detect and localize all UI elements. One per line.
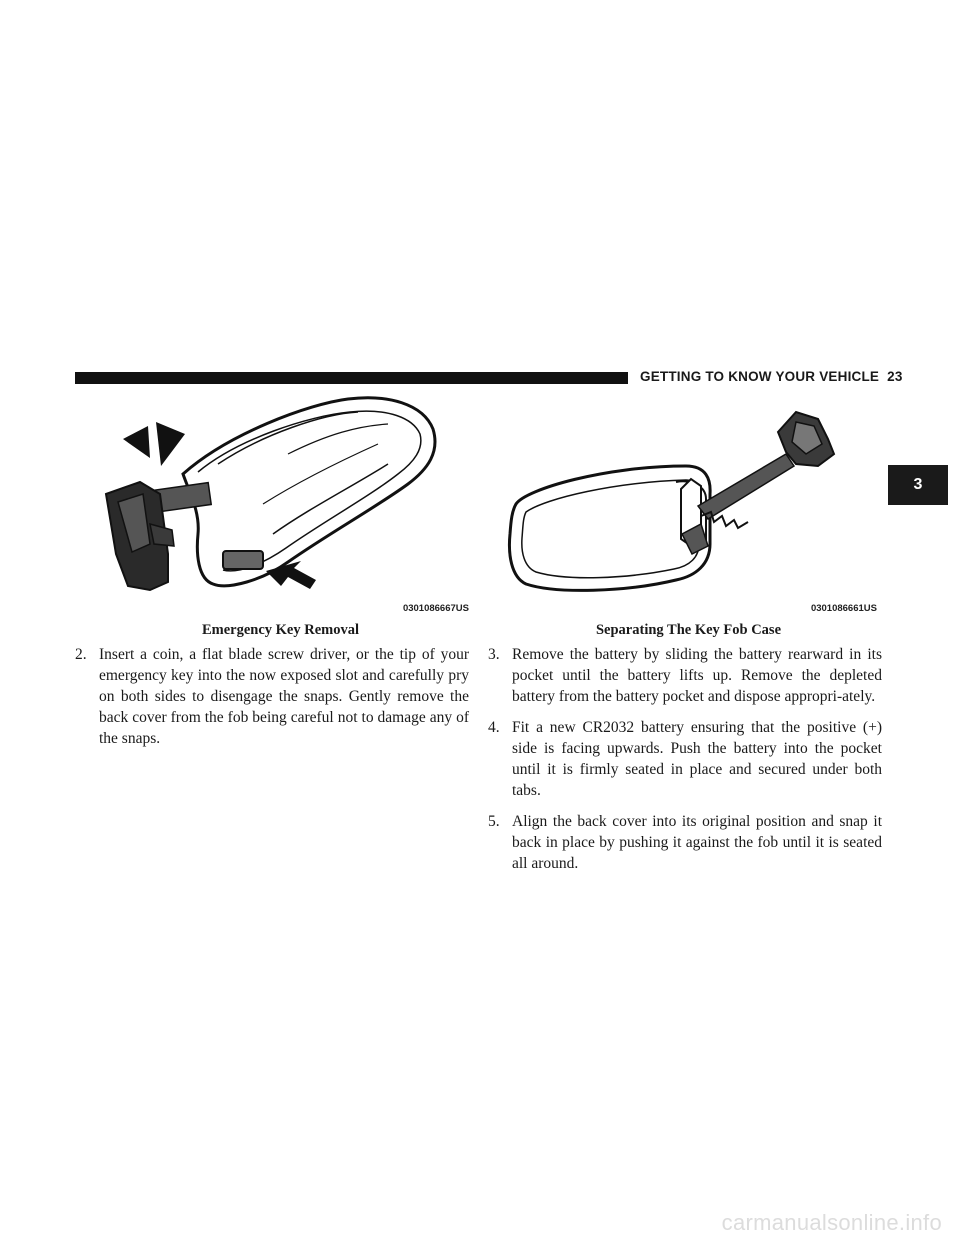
header-rule — [75, 372, 628, 384]
figure-caption: Emergency Key Removal — [201, 622, 360, 638]
item-number: 4. — [488, 719, 500, 736]
list-item — [488, 811, 882, 874]
figure-code: 0301086667US — [402, 603, 469, 614]
fob-case-illustration — [496, 394, 881, 616]
item-text: Fit a new CR2032 battery ensuring that the positive (+) side is facing upwards. Push the battery into the pocket until it is firmly seated in place and secured under both tabs. — [512, 719, 882, 799]
item-text: Align the back cover into its original position and snap it back in place by pushing it against the fob until it is seated all around. — [512, 813, 882, 872]
list-item — [488, 717, 882, 801]
list-item — [488, 644, 882, 707]
chapter-tab: 3 — [888, 465, 948, 505]
section-title: GETTING TO KNOW YOUR VEHICLE — [640, 369, 880, 384]
figure-code: 0301086661US — [810, 603, 877, 614]
running-header — [640, 369, 903, 384]
watermark-text: carmanualsonline.info — [721, 1210, 942, 1235]
left-column — [75, 644, 469, 759]
right-column — [488, 644, 882, 884]
item-number: 5. — [488, 813, 500, 830]
item-number: 3. — [488, 646, 500, 663]
figure-separating-key-fob-case — [496, 394, 881, 616]
item-text: Insert a coin, a flat blade screw driver, or the tip of your emergency key into the now exposed slot and carefully pry on both sides to disengage the snaps. Gently remove the back cover from the fob being careful not to damage any of the snaps. — [99, 646, 469, 747]
item-text: Remove the battery by sliding the battery rearward in its pocket until the battery lifts up. Remove the depleted battery from the battery pocket and dispose appropri-ately. — [512, 646, 882, 705]
figure-emergency-key-removal — [88, 394, 473, 616]
item-number: 2. — [75, 646, 87, 663]
key-fob-illustration — [88, 394, 473, 616]
watermark — [0, 1210, 960, 1236]
figure-caption: Separating The Key Fob Case — [595, 622, 782, 638]
list-item — [75, 644, 469, 749]
page-number: 23 — [887, 369, 903, 384]
